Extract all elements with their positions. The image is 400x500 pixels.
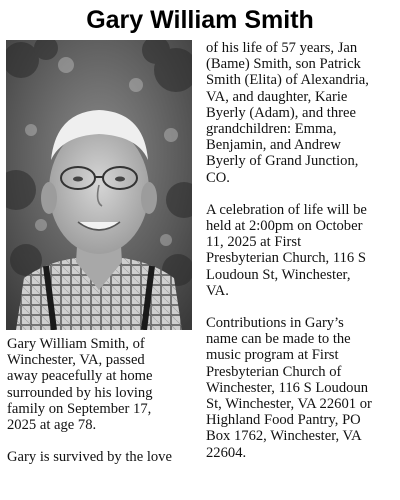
- text-line: held at 2:00pm on October: [206, 218, 363, 235]
- text-line: surrounded by his loving: [7, 384, 153, 401]
- celebration-paragraph: [206, 202, 394, 299]
- text-line: Smith (Elita) of Alexandria,: [206, 72, 369, 89]
- text-line: of his life of 57 years, Jan: [206, 40, 358, 56]
- text-line: Loudoun St, Winchester,: [206, 266, 351, 283]
- text-line: St, Winchester, VA 22601 or: [206, 396, 372, 413]
- portrait-photo: [6, 40, 192, 330]
- text-line: (Bame) Smith, son Patrick: [206, 56, 361, 73]
- text-line: Benjamin, and Andrew: [206, 137, 341, 154]
- text-line: Highland Food Pantry, PO: [206, 412, 361, 429]
- contributions-paragraph: [206, 315, 394, 461]
- text-line: Winchester, 116 S Loudoun: [206, 379, 369, 396]
- text-line: away peacefully at home: [7, 368, 153, 385]
- text-line: 22604.: [206, 444, 247, 461]
- text-line: Gary William Smith, of: [7, 336, 145, 352]
- obituary-title: Gary William Smith: [86, 6, 314, 34]
- text-line: Byerly (Adam), and three: [206, 104, 356, 121]
- text-line: 11, 2025 at First: [206, 234, 302, 251]
- obituary-intro-text: [7, 336, 197, 465]
- text-line: family on September 17,: [7, 400, 152, 417]
- text-line: grandchildren: Emma,: [206, 121, 337, 138]
- text-line: Presbyterian Church of: [206, 363, 342, 380]
- text-line: Byerly of Grand Junction,: [206, 153, 359, 170]
- text-line: CO.: [206, 169, 230, 186]
- obituary-details-text: [206, 40, 394, 461]
- paragraph-gap: [7, 433, 197, 449]
- survivors-paragraph: [206, 40, 394, 186]
- text-line: A celebration of life will be: [206, 201, 367, 218]
- text-line: Winchester, VA, passed: [7, 352, 145, 369]
- paragraph-gap: [206, 186, 394, 202]
- text-line: music program at First: [206, 347, 339, 364]
- text-line: Presbyterian Church, 116 S: [206, 250, 366, 267]
- text-line: 2025 at age 78.: [7, 417, 97, 434]
- paragraph-gap: [206, 299, 394, 315]
- text-line: Box 1762, Winchester, VA: [206, 428, 362, 445]
- text-line: VA.: [206, 282, 229, 299]
- text-line: Contributions in Gary’s: [206, 315, 344, 332]
- text-line: VA, and daughter, Karie: [206, 88, 348, 105]
- text-line: name can be made to the: [206, 331, 351, 348]
- text-line: Gary is survived by the love: [7, 449, 172, 466]
